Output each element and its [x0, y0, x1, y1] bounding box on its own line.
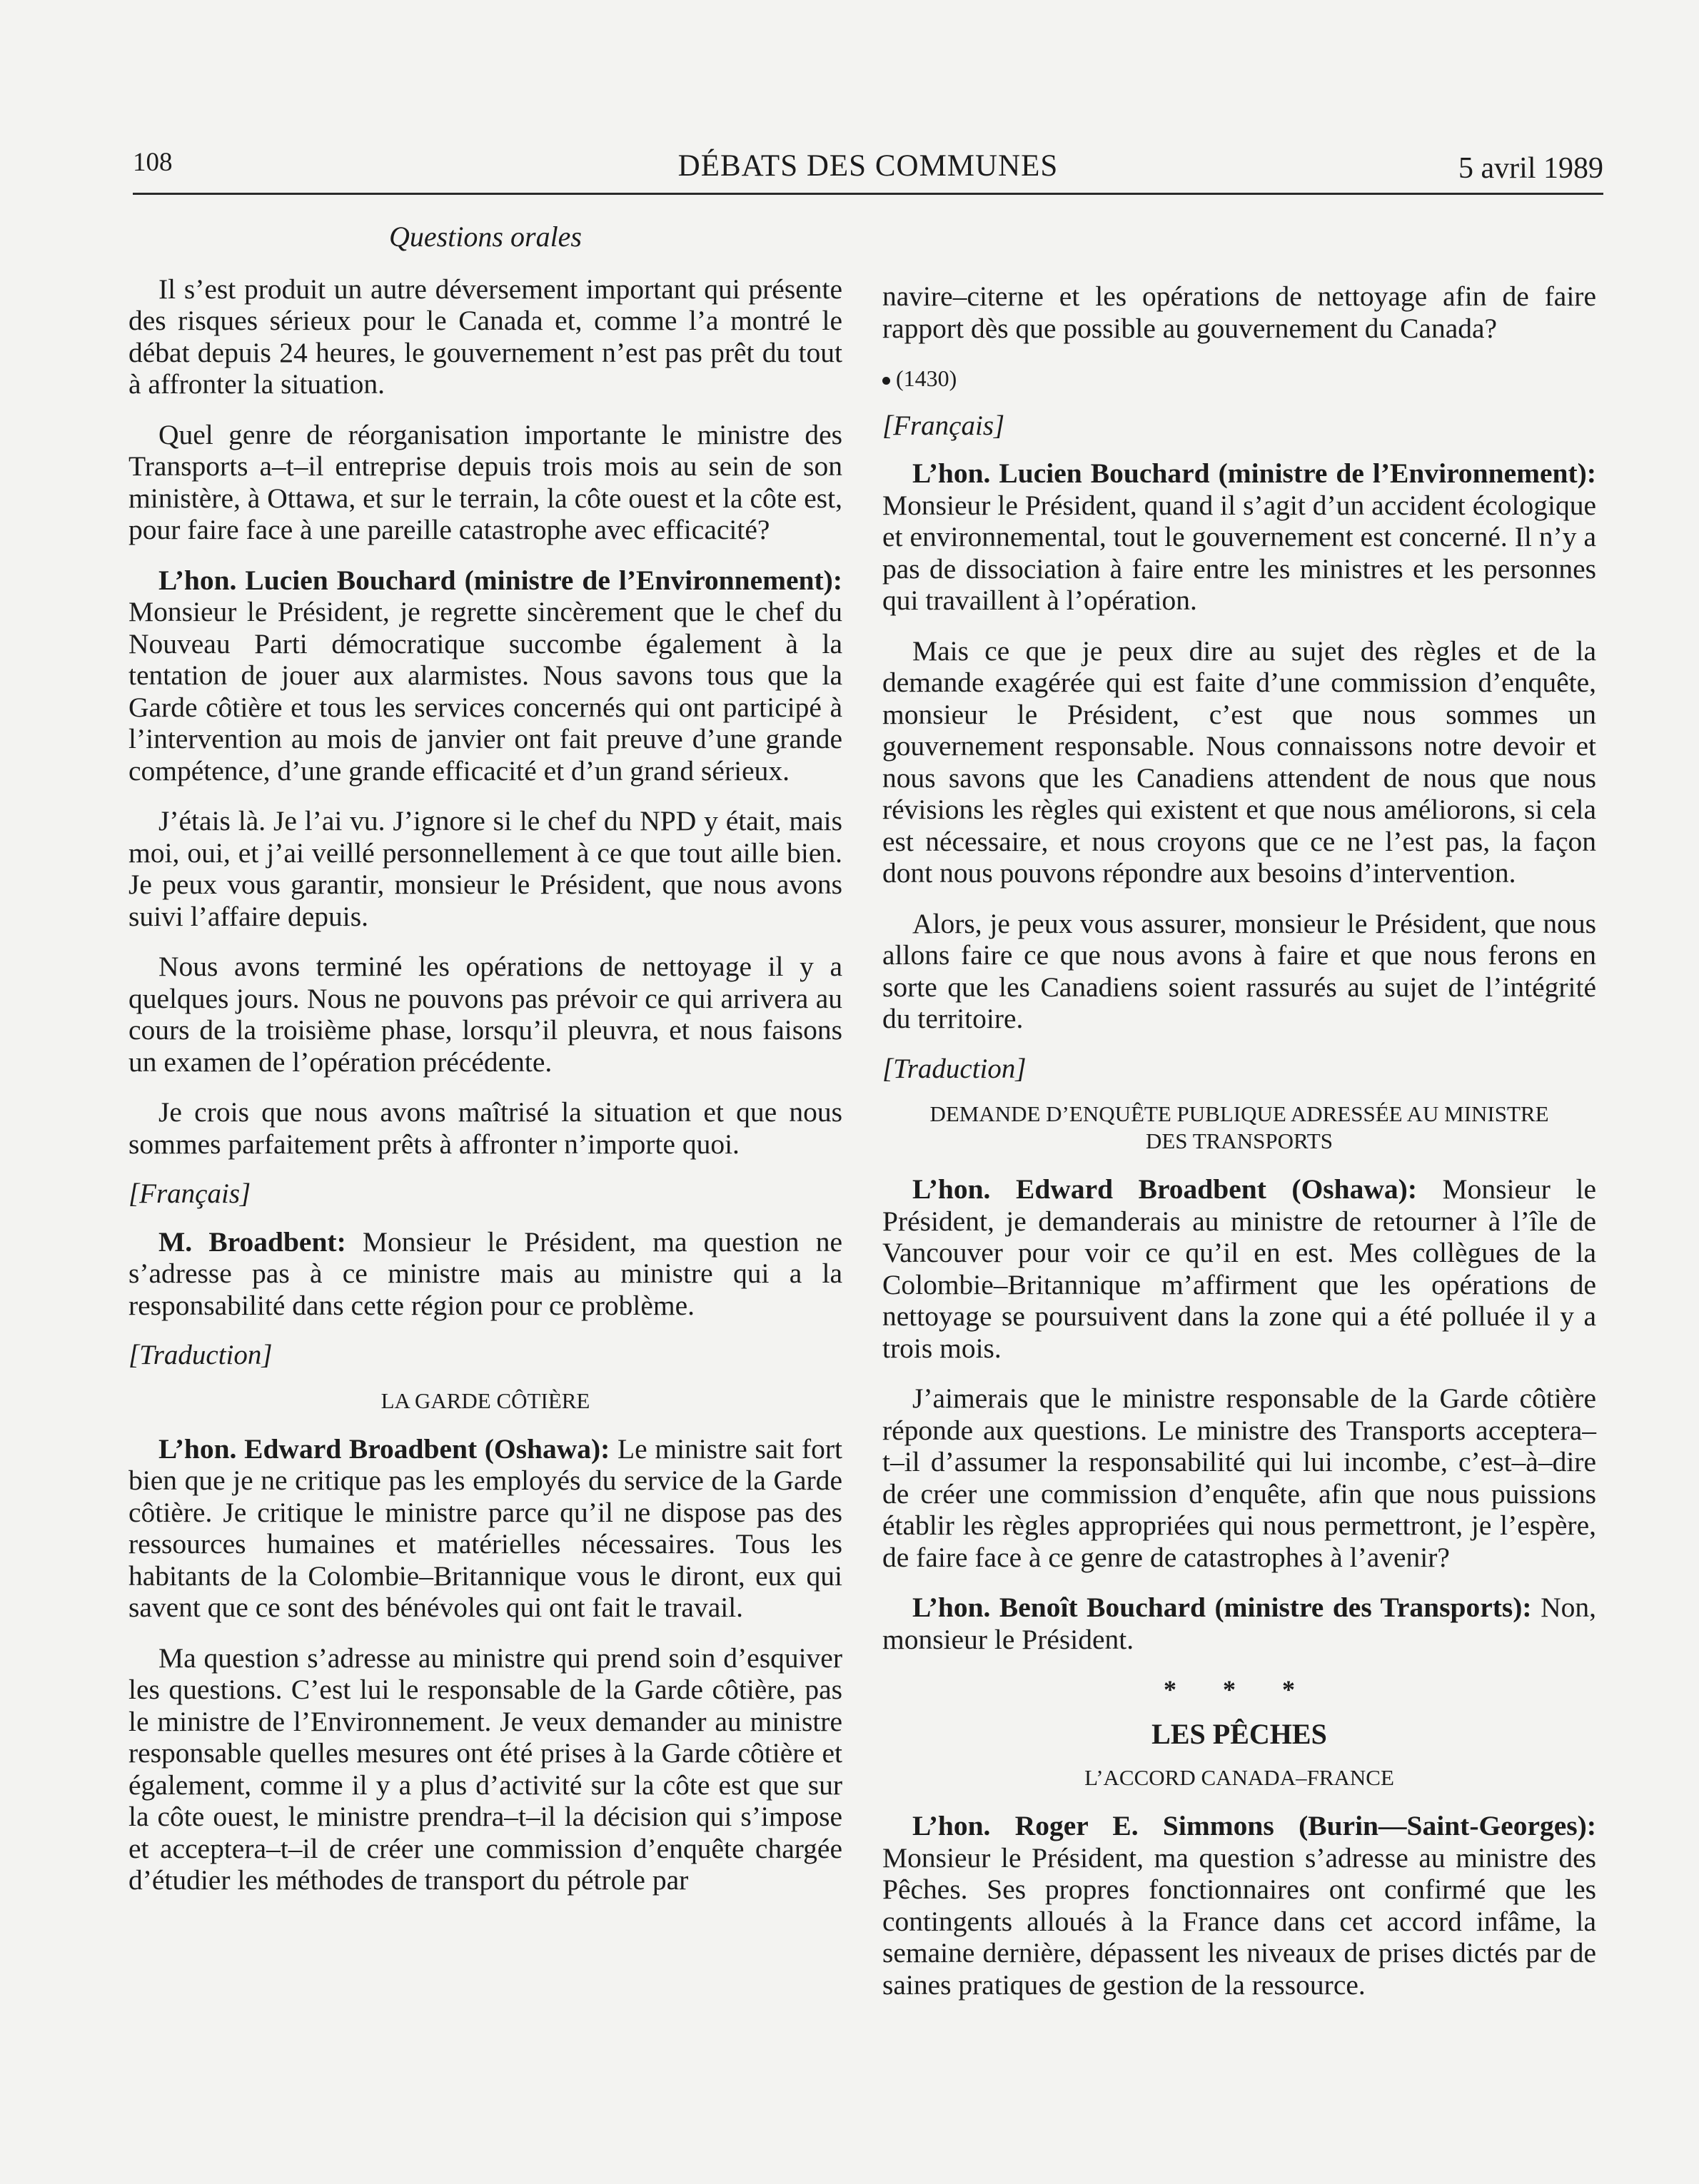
language-marker: [Traduction] [882, 1053, 1027, 1084]
paragraph [128, 1226, 842, 1322]
subheading: LA GARDE CÔTIÈRE [380, 1387, 590, 1413]
speech-text: Non, monsieur le Président. [882, 1592, 1596, 1655]
speaker-name: M. Broadbent: [158, 1225, 346, 1258]
speech-text: Monsieur le Président, je regrette sincèrement que le chef du Nouveau Parti démocratique succombe également à la tentation de jouer aux alarmistes. Nous savons tous que la Garde côtière et tous les services concernés qui ont participé à l’intervention au mois de janvier ont fait preuve d’une grande compétence, d’une grande efficacité et d’un grand sérieux. [128, 596, 842, 787]
paragraph: J’étais là. Je l’ai vu. J’ignore si le chef du NPD y était, mais moi, oui, et j’ai veillé personnellement à ce que tout aille bien. Je peux vous garantir, monsieur le Président, que nous avons suivi l’affaire depuis. [128, 805, 842, 932]
bullet-icon [882, 377, 890, 385]
paragraph [128, 1433, 842, 1624]
speech-text: Monsieur le Président, je demanderais au ministre de retourner à l’île de Vancouver pour voir ce qu’il en est. Mes collègues de la Colombie–Britannique m’affirment que les opérations de nettoyage se poursuivent dans la zone qui a été polluée il y a trois mois. [882, 1173, 1596, 1364]
paragraph [882, 1810, 1596, 2001]
page-header [133, 143, 1603, 195]
paragraph [128, 565, 842, 787]
paragraph: Mais ce que je peux dire au sujet des règles et de la demande exagérée qui est faite d’une commission d’enquête, monsieur le Président, c’est que nous sommes un gouvernement responsable. Nous connaissons notre devoir et nous savons que les Canadiens attendent de nous que nous révisions les règles qui existent et que nous améliorons, si cela est nécessaire, et nous croyons que ce ne l’est pas, la façon dont nous pouvons répondre aux besoins d’intervention. [882, 635, 1596, 889]
paragraph: Nous avons terminé les opérations de nettoyage il y a quelques jours. Nous ne pouvons pas prévoir ce qui arrivera au cours de la troisième phase, lorsqu’il pleuvra, et nous faisons un examen de l’opération précédente. [128, 951, 842, 1078]
speech-text: Monsieur le Président, ma question s’adresse au ministre des Pêches. Ses propres fonctionnaires ont confirmé que les contingents alloués à la France dans cet accord infâme, la semaine dernière, dépassent les niveaux de prises dictés par de saines pratiques de gestion de la ressource. [882, 1841, 1596, 2001]
paragraph: Il s’est produit un autre déversement important qui présente des risques sérieux pour le Canada et, comme l’a montré le débat depuis 24 heures, le gouvernement n’est pas prêt du tout à affronter la situation. [128, 273, 842, 400]
speaker-name: L’hon. Lucien Bouchard (ministre de l’Environnement): [912, 457, 1596, 489]
page-number: 108 [133, 148, 173, 177]
paragraph [882, 457, 1596, 617]
language-marker: [Français] [128, 1178, 251, 1209]
speech-text: Le ministre sait fort bien que je ne critique pas les employés du service de la Garde côtière. Je critique le ministre parce qu’il ne dispose pas des ressources humaines et matérielles nécessaires. Tous les habitants de la Colombie–Britannique vous le diront, eux qui savent que ce sont des bénévoles qui ont fait le travail. [128, 1432, 842, 1623]
speaker-name: L’hon. Edward Broadbent (Oshawa): [912, 1173, 1417, 1205]
subheading: L’ACCORD CANADA–FRANCE [1084, 1765, 1394, 1790]
right-column [882, 280, 1596, 2019]
language-marker: [Français] [882, 410, 1005, 441]
speech-text: Monsieur le Président, ma question ne s’adresse pas à ce ministre mais au ministre qui a la responsabilité dans cette région pour ce problème. [128, 1225, 842, 1321]
paragraph: Je crois que nous avons maîtrisé la situation et que nous sommes parfaitement prêts à affronter n’importe quoi. [128, 1096, 842, 1160]
journal-title: DÉBATS DES COMMUNES [677, 149, 1059, 183]
language-marker: [Traduction] [128, 1340, 273, 1370]
section-separator: * * * [1164, 1675, 1315, 1704]
paragraph: Ma question s’adresse au ministre qui prend soin d’esquiver les questions. C’est lui le responsable de la Garde côtière, pas le ministre de l’Environnement. Je veux demander au ministre responsable quelles mesures ont été prises à la Garde côtière et également, comme il y a plus d’activité sur la côte est que sur la côte ouest, le ministre prendra–t–il la décision qui s’impose et acceptera–t–il de créer une commission d’enquête chargée d’étudier les méthodes de transport du pétrole par [128, 1642, 842, 1896]
issue-date: 5 avril 1989 [1458, 152, 1603, 185]
paragraph: navire–citerne et les opérations de nettoyage afin de faire rapport dès que possible au gouvernement du Canada? [882, 280, 1596, 344]
speaker-name: L’hon. Lucien Bouchard (ministre de l’Environnement): [158, 564, 842, 596]
paragraph [882, 1592, 1596, 1655]
paragraph: Alors, je peux vous assurer, monsieur le Président, que nous allons faire ce que nous avons à faire et que nous ferons en sorte que les Canadiens soient rassurés au sujet de l’intégrité du territoire. [882, 907, 1596, 1034]
subheading: DEMANDE D’ENQUÊTE PUBLIQUE ADRESSÉE AU MINISTRE DES TRANSPORTS [929, 1101, 1549, 1153]
speaker-name: L’hon. Benoît Bouchard (ministre des Transports): [912, 1592, 1532, 1623]
speaker-name: L’hon. Roger E. Simmons (Burin—Saint-Georges): [912, 1810, 1596, 1841]
paragraph: Quel genre de réorganisation importante le ministre des Transports a–t–il entreprise depuis trois mois au sein de son ministère, à Ottawa, et sur le terrain, la côte ouest et la côte est, pour faire face à une pareille catastrophe avec efficacité? [128, 418, 842, 545]
section-heading: LES PÊCHES [1151, 1717, 1327, 1750]
section-label: Questions orales [389, 221, 582, 253]
timestamp: (1430) [882, 363, 1596, 395]
speaker-name: L’hon. Edward Broadbent (Oshawa): [158, 1432, 610, 1465]
speech-text: Monsieur le Président, quand il s’agit d’un accident écologique et environnemental, tout le gouvernement est concerné. Il n’y a pas de dissociation à faire entre les ministres et les personnes qui travaillent à l’opération. [882, 489, 1596, 616]
paragraph [882, 1173, 1596, 1364]
left-column [128, 207, 842, 1915]
paragraph: J’aimerais que le ministre responsable de la Garde côtière réponde aux questions. Le ministre des Transports acceptera–t–il d’assumer la responsabilité qui lui incombe, c’est–à–dire de créer une commission d’enquête, afin que nous puissions établir les règles appropriées qui nous permettront, je l’espère, de faire face à ce genre de catastrophes à l’avenir? [882, 1382, 1596, 1573]
